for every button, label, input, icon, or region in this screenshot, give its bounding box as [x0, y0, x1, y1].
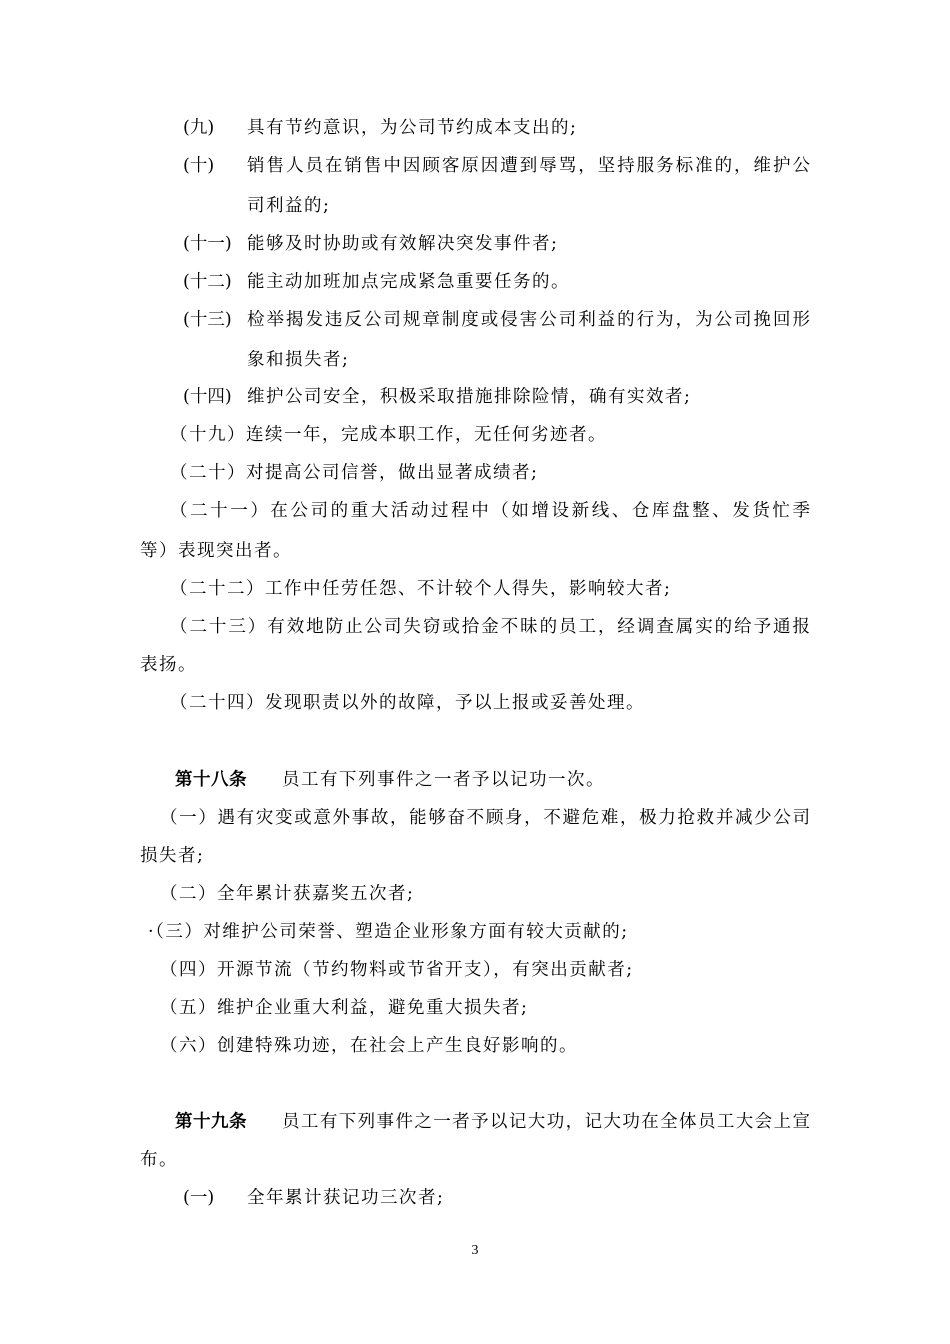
item-text: 能够及时协助或有效解决突发事件者; [247, 234, 559, 254]
item-text: 具有节约意识，为公司节约成本支出的; [247, 118, 578, 138]
item-text: （二）全年累计获嘉奖五次者; [160, 884, 415, 904]
item-text-continued: 象和损失者; [247, 350, 350, 370]
item-text: （六）创建特殊功迹，在社会上产生良好影响的。 [160, 1036, 578, 1056]
item-text: （十九）连续一年，完成本职工作，无任何劣迹者。 [170, 425, 607, 445]
item-text: （二十二）工作中任劳任怨、不计较个人得失，影响较大者; [170, 579, 672, 599]
item-label: (十三) [183, 310, 232, 330]
item-text: （二十一）在公司的重大活动过程中（如增设新线、仓库盘整、发货忙季 [170, 501, 810, 521]
item-label: (十一) [183, 234, 232, 254]
item-text: ·（三）对维护公司荣誉、塑造企业形象方面有较大贡献的; [148, 922, 629, 942]
item-text-continued: 司利益的; [247, 196, 331, 216]
item-text: （一）遇有灾变或意外事故，能够奋不顾身，不避危难，极力抢救并减少公司 [160, 808, 810, 828]
item-text: 销售人员在销售中因顾客原因遭到辱骂，坚持服务标准的，维护公 [247, 156, 810, 176]
item-label: (一) [183, 1188, 215, 1208]
article-18-intro: 员工有下列事件之一者予以记功一次。 [282, 770, 605, 790]
item-text-continued: 等）表现突出者。 [140, 541, 292, 561]
article-19-intro-continued: 布。 [140, 1150, 178, 1170]
article-19-intro: 员工有下列事件之一者予以记大功，记大功在全体员工大会上宣 [282, 1112, 810, 1132]
item-label: (十四) [183, 387, 232, 407]
item-text-continued: 损失者; [140, 846, 205, 866]
page-number: 3 [471, 1243, 479, 1258]
item-text: 维护公司安全，积极采取措施排除险情，确有实效者; [247, 387, 692, 407]
article-18-title: 第十八条 [175, 770, 247, 790]
item-text: 全年累计获记功三次者; [247, 1188, 445, 1208]
item-text: （四）开源节流（节约物料或节省开支），有突出贡献者; [160, 960, 634, 980]
item-label: (九) [183, 118, 215, 138]
item-text-continued: 表扬。 [140, 655, 197, 675]
item-text: （二十）对提高公司信誉，做出显著成绩者; [170, 463, 539, 483]
item-text: （五）维护企业重大利益，避免重大损失者; [160, 998, 529, 1018]
item-label: (十二) [183, 272, 232, 292]
article-19-title: 第十九条 [175, 1112, 247, 1132]
item-text: 能主动加班加点完成紧急重要任务的。 [247, 272, 570, 292]
item-text: 检举揭发违反公司规章制度或侵害公司利益的行为，为公司挽回形 [247, 310, 810, 330]
item-label: (十) [183, 156, 215, 176]
item-text: （二十四）发现职责以外的故障，予以上报或妥善处理。 [170, 693, 645, 713]
item-text: （二十三）有效地防止公司失窃或拾金不昧的员工，经调查属实的给予通报 [170, 617, 810, 637]
